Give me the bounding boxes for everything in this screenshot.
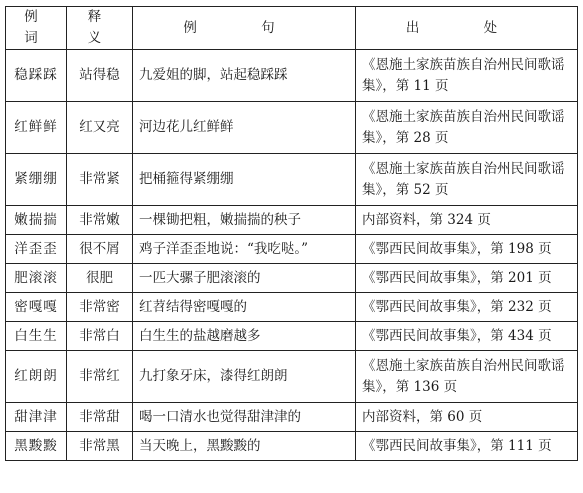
meaning-cell: 很不屑: [67, 235, 133, 264]
meaning-cell: 非常紧: [67, 154, 133, 206]
table-row: [6, 206, 578, 235]
table-row: [6, 403, 578, 432]
word-cell: 黑黢黢: [6, 432, 67, 461]
example-cell: 九打象牙床，漆得红朗朗: [133, 351, 356, 403]
source-cell: 《恩施土家族苗族自治州民间歌谣集》，第 28 页: [356, 102, 578, 154]
word-cell: 稳踩踩: [6, 50, 67, 102]
source-cell: 《恩施土家族苗族自治州民间歌谣集》，第 52 页: [356, 154, 578, 206]
table-row: [6, 235, 578, 264]
table-row: [6, 293, 578, 322]
meaning-cell: 非常甜: [67, 403, 133, 432]
source-cell: 《鄂西民间故事集》，第 201 页: [356, 264, 578, 293]
meaning-cell: 非常密: [67, 293, 133, 322]
meaning-cell: 非常黑: [67, 432, 133, 461]
meaning-cell: 非常嫩: [67, 206, 133, 235]
header-meaning: 释 义: [67, 7, 133, 50]
word-cell: 甜津津: [6, 403, 67, 432]
meaning-cell: 很肥: [67, 264, 133, 293]
table-header-row: [6, 7, 578, 50]
table-row: [6, 322, 578, 351]
source-cell: 《鄂西民间故事集》，第 232 页: [356, 293, 578, 322]
example-cell: 当天晚上，黑黢黢的: [133, 432, 356, 461]
word-cell: 嫩揣揣: [6, 206, 67, 235]
header-word: 例 词: [6, 7, 67, 50]
example-cell: 九爱姐的脚，站起稳踩踩: [133, 50, 356, 102]
table-row: [6, 432, 578, 461]
table-row: [6, 102, 578, 154]
word-cell: 肥滚滚: [6, 264, 67, 293]
vocabulary-table: [5, 6, 578, 461]
meaning-cell: 非常红: [67, 351, 133, 403]
word-cell: 紧绷绷: [6, 154, 67, 206]
word-cell: 红鲜鲜: [6, 102, 67, 154]
source-cell: 《鄂西民间故事集》，第 434 页: [356, 322, 578, 351]
source-cell: 内部资料，第 324 页: [356, 206, 578, 235]
source-cell: 内部资料，第 60 页: [356, 403, 578, 432]
header-example: 例 句: [133, 7, 356, 50]
example-cell: 喝一口清水也觉得甜津津的: [133, 403, 356, 432]
source-cell: 《恩施土家族苗族自治州民间歌谣集》，第 11 页: [356, 50, 578, 102]
meaning-cell: 站得稳: [67, 50, 133, 102]
word-cell: 红朗朗: [6, 351, 67, 403]
table-row: [6, 154, 578, 206]
word-cell: 白生生: [6, 322, 67, 351]
example-cell: 把桶箍得紧绷绷: [133, 154, 356, 206]
table-row: [6, 264, 578, 293]
source-cell: 《恩施土家族苗族自治州民间歌谣集》，第 136 页: [356, 351, 578, 403]
word-cell: 密嘎嘎: [6, 293, 67, 322]
example-cell: 白生生的盐越磨越多: [133, 322, 356, 351]
source-cell: 《鄂西民间故事集》，第 111 页: [356, 432, 578, 461]
meaning-cell: 红又亮: [67, 102, 133, 154]
word-cell: 洋歪歪: [6, 235, 67, 264]
header-source: 出 处: [356, 7, 578, 50]
meaning-cell: 非常白: [67, 322, 133, 351]
example-cell: 一匹大骡子肥滚滚的: [133, 264, 356, 293]
table-row: [6, 351, 578, 403]
table-row: [6, 50, 578, 102]
example-cell: 河边花儿红鲜鲜: [133, 102, 356, 154]
example-cell: 鸡子洋歪歪地说：“我吃哒。”: [133, 235, 356, 264]
source-cell: 《鄂西民间故事集》，第 198 页: [356, 235, 578, 264]
example-cell: 一棵锄把粗，嫩揣揣的秧子: [133, 206, 356, 235]
example-cell: 红苕结得密嘎嘎的: [133, 293, 356, 322]
